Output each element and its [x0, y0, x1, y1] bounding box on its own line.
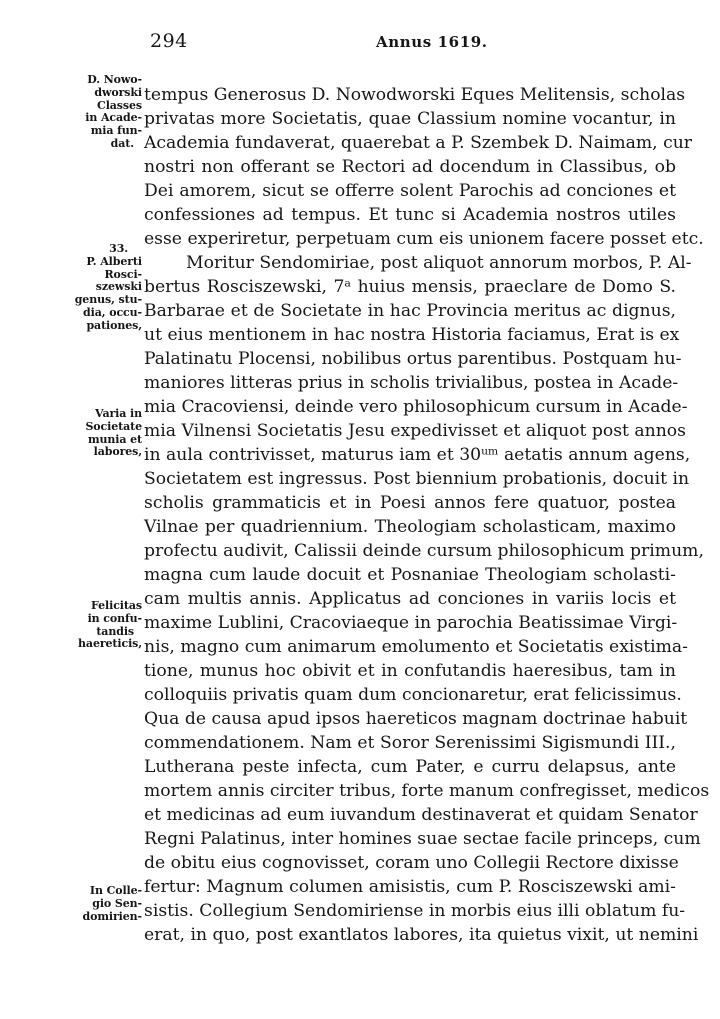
margin-note-varia — [70, 408, 142, 459]
running-head — [0, 30, 720, 54]
body-line: mia Vilnensi Societatis Jesu expedivisset et aliquot post annos — [144, 421, 686, 441]
margin-note-line: tandis — [96, 624, 134, 638]
margin-note-line: szewski — [95, 280, 142, 294]
margin-note-line: genus, stu- — [74, 293, 142, 307]
page-number: 294 — [150, 30, 188, 52]
margin-note-line: domirien- — [82, 909, 142, 923]
body-line: colloquiis privatis quam dum concionaretur, erat felicissimus. — [144, 685, 682, 705]
body-line: commendationem. Nam et Soror Serenissimi Sigismundi III., — [144, 733, 676, 753]
body-line: sistis. Collegium Sendomiriense in morbis eius illi oblatum fu- — [144, 901, 686, 921]
body-line: tempus Generosus D. Nowodworski Eques Melitensis, scholas — [144, 85, 686, 105]
margin-note-nowodworski — [70, 74, 142, 151]
margin-note-line: D. Nowo- — [87, 73, 142, 86]
body-line: Academia fundaverat, quaerebat a P. Szembek D. Naimam, cur — [144, 133, 693, 153]
margin-note-line: P. Alberti — [86, 254, 142, 268]
margin-note-line: in confu- — [87, 611, 142, 625]
margin-note-line: Varia in — [95, 407, 142, 420]
body-line: esse experiretur, perpetuam cum eis unionem facere posset etc. — [144, 229, 704, 249]
body-line: Vilnae per quadriennium. Theologiam scholasticam, maximo — [144, 517, 676, 537]
body-line: scholis grammaticis et in Poesi annos fere quatuor, postea — [144, 493, 676, 513]
body-line: Dei amorem, sicut se offerre solent Parochis ad conciones et — [144, 181, 676, 201]
body-line: confessiones ad tempus. Et tunc si Academia nostros utiles — [144, 205, 676, 225]
margin-note-line: in Acade- — [85, 111, 142, 125]
body-line: nis, magno cum animarum emolumento et Societatis existima- — [144, 637, 688, 657]
body-line: erat, in quo, post exantlatos labores, ita quietus vixit, ut nemini — [144, 925, 699, 945]
body-line: magna cum laude docuit et Posnaniae Theologiam scholasti- — [144, 565, 676, 585]
body-line: et medicinas ad eum iuvandum destinaverat et quidam Senator — [144, 805, 698, 825]
body-line: Societatem est ingressus. Post biennium probationis, docuit in — [144, 469, 690, 489]
margin-note-line: munia et — [87, 432, 142, 446]
body-line: privatas more Societatis, quae Classium nomine vocantur, in — [144, 109, 676, 129]
margin-note-line: mia fun- — [90, 124, 142, 138]
body-line: bertus Rosciszewski, 7ᵃ huius mensis, praeclare de Domo S. — [144, 277, 676, 297]
margin-note-collegio — [70, 885, 142, 923]
body-line: maxime Lublini, Cracoviaeque in parochia Beatissimae Virgi- — [144, 613, 678, 633]
body-line: maniores litteras prius in scholis trivialibus, postea in Acade- — [144, 373, 679, 393]
margin-note-line: Classes — [97, 98, 142, 112]
running-title: Annus 1619. — [376, 33, 488, 51]
margin-note-line: pationes, — [86, 318, 142, 332]
body-line: Moritur Sendomiriae, post aliquot annorum morbos, P. Al- — [186, 253, 692, 273]
margin-note-line: Rosci- — [104, 267, 142, 281]
margin-note-felicitas — [70, 600, 142, 651]
margin-note-line: 33. — [109, 242, 128, 255]
margin-note-line: haereticis, — [78, 637, 142, 651]
margin-note-line: In Colle- — [89, 884, 142, 897]
body-line: nostri non offerant se Rectori ad docendum in Classibus, ob — [144, 157, 676, 177]
margin-note-line: dworski — [94, 85, 142, 99]
body-line: fertur: Magnum columen amisistis, cum P. Rosciszewski ami- — [144, 877, 676, 897]
body-line: cam multis annis. Applicatus ad conciones in variis locis et — [144, 589, 676, 609]
margin-note-line: dat. — [110, 136, 134, 150]
body-line: in aula contrivisset, maturus iam et 30ᵘᵐ aetatis annum agens, — [144, 445, 691, 465]
margin-note-line: Societate — [85, 419, 142, 433]
body-line: mortem annis circiter tribus, forte manum confregisset, medicos — [144, 781, 710, 801]
body-line: Barbarae et de Societate in hac Provincia meritus ac dignus, — [144, 301, 676, 321]
margin-note-rosciszewski — [70, 243, 142, 333]
body-line: profectu audivit, Calissii deinde cursum philosophicum primum, — [144, 541, 704, 561]
margin-note-line: gio Sen- — [92, 896, 142, 910]
body-line: de obitu eius cognovisset, coram uno Collegii Rectore dixisse — [144, 853, 679, 873]
body-line: Palatinatu Plocensi, nobilibus ortus parentibus. Postquam hu- — [144, 349, 682, 369]
body-line: ut eius mentionem in hac nostra Historia faciamus, Erat is ex — [144, 325, 680, 345]
body-line: tione, munus hoc obivit et in confutandis haeresibus, tam in — [144, 661, 676, 681]
margin-note-line: Felicitas — [91, 599, 142, 612]
body-line: mia Cracoviensi, deinde vero philosophicum cursum in Acade- — [144, 397, 688, 417]
margin-note-line: labores, — [93, 445, 142, 459]
margin-note-line: dia, occu- — [83, 305, 142, 319]
body-line: Regni Palatinus, inter homines suae sectae facile princeps, cum — [144, 829, 701, 849]
body-line: Lutherana peste infecta, cum Pater, e curru delapsus, ante — [144, 757, 676, 777]
body-line: Qua de causa apud ipsos haereticos magnam doctrinae habuit — [144, 709, 688, 729]
